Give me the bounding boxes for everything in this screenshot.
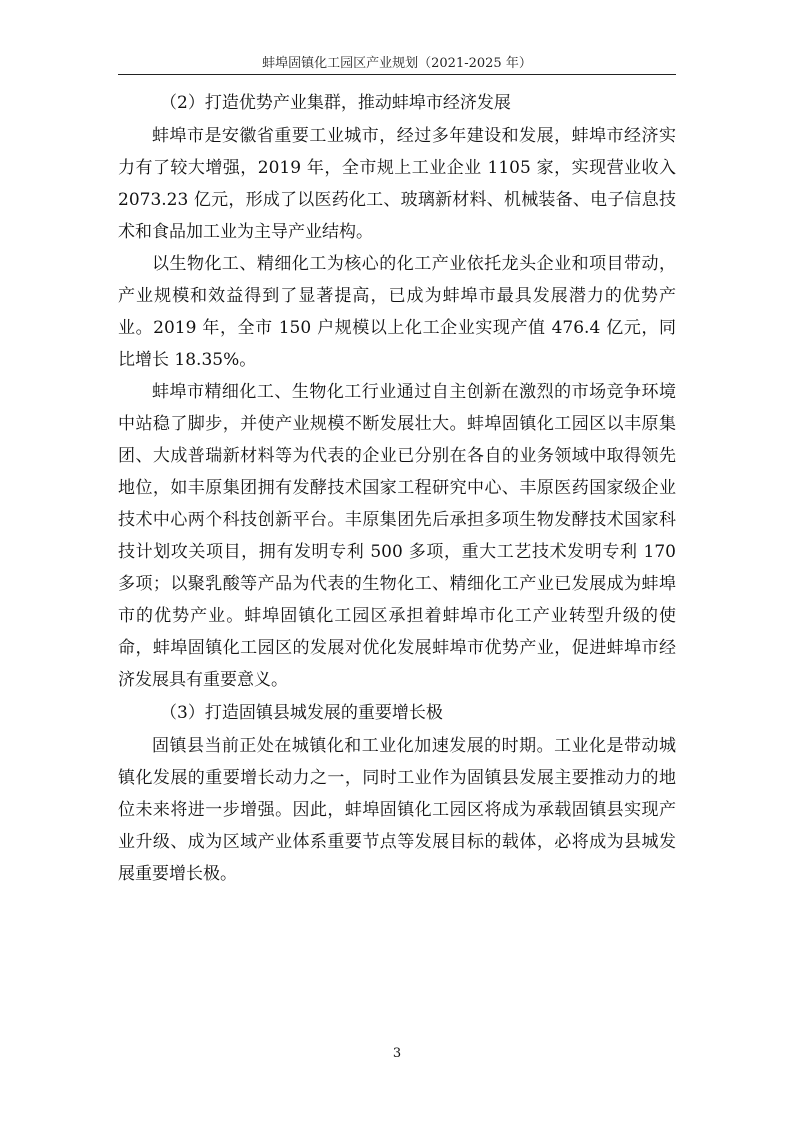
page-header bbox=[118, 52, 676, 75]
document-body bbox=[118, 86, 676, 890]
paragraph: 蚌埠市是安徽省重要工业城市，经过多年建设和发展，蚌埠市经济实力有了较大增强，2019 年，全市规上工业企业 1105 家，实现营业收入 2073.23 亿元，形成了以医药化工、玻璃新材料、机械装备、电子信息技术和食品加工业为主导产业结构。 bbox=[118, 126, 676, 242]
page-number: 3 bbox=[392, 1046, 402, 1061]
paragraph: 固镇县当前正处在城镇化和工业化加速发展的时期。工业化是带动城镇化发展的重要增长动力之一，同时工业作为固镇县发展主要推动力的地位未来将进一步增强。因此，蚌埠固镇化工园区将成为承载固镇县实现产业升级、成为区域产业体系重要节点等发展目标的载体，必将成为县城发展重要增长极。 bbox=[118, 736, 676, 884]
section-heading-3: （3）打造固镇县城发展的重要增长极 bbox=[160, 703, 443, 723]
paragraph: 蚌埠市精细化工、生物化工行业通过自主创新在激烈的市场竞争环境中站稳了脚步，并使产业规模不断发展壮大。蚌埠固镇化工园区以丰原集团、大成普瑞新材料等为代表的企业已分别在各自的业务领域中取得领先地位，如丰原集团拥有发酵技术国家工程研究中心、丰原医药国家级企业技术中心两个科技创新平台。丰原集团先后承担多项生物发酵技术国家科技计划攻关项目，拥有发明专利 500 多项，重大工艺技术发明专利 170 多项；以聚乳酸等产品为代表的生物化工、精细化工产业已发展成为蚌埠市的优势产业。蚌埠固镇化工园区承担着蚌埠市化工产业转型升级的使命，蚌埠固镇化工园区的发展对优化发展蚌埠市优势产业，促进蚌埠市经济发展具有重要意义。 bbox=[118, 382, 676, 690]
section-heading-2: （2）打造优势产业集群，推动蚌埠市经济发展 bbox=[160, 93, 511, 113]
paragraph: 以生物化工、精细化工为核心的化工产业依托龙头企业和项目带动，产业规模和效益得到了显著提高，已成为蚌埠市最具发展潜力的优势产业。2019 年，全市 150 户规模以上化工企业实现产值 476.4 亿元，同比增长 18.35%。 bbox=[118, 254, 676, 370]
header-title: 蚌埠固镇化工园区产业规划（2021-2025 年） bbox=[262, 56, 532, 71]
